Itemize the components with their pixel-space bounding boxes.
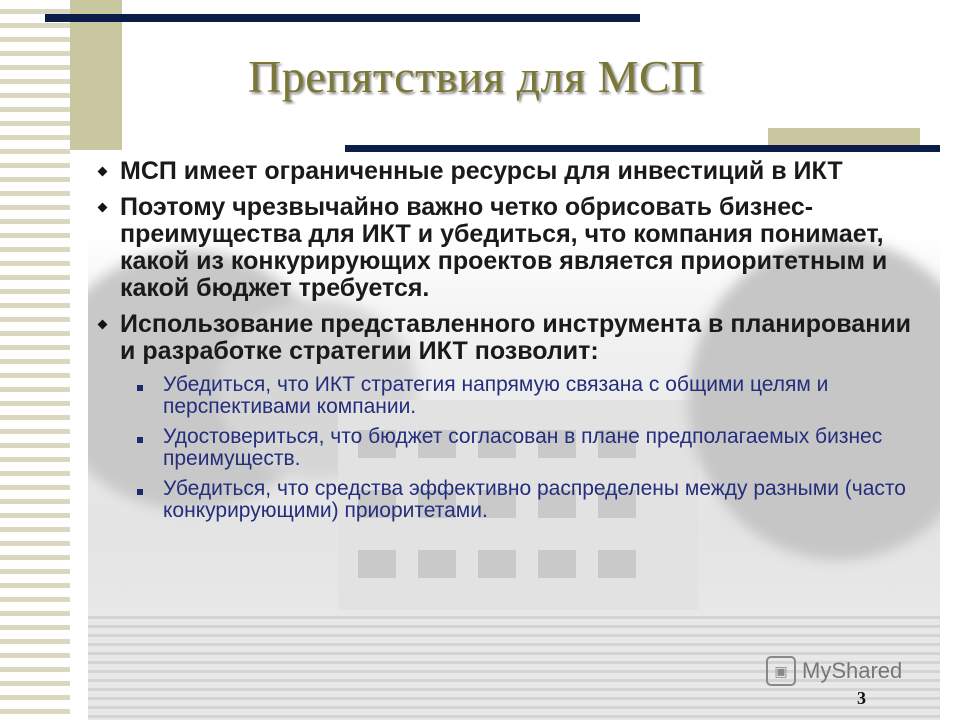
square-bullet-icon	[137, 437, 143, 443]
sub-bullet-text: Удостовериться, что бюджет согласован в плане предполагаемых бизнес преимуществ.	[163, 425, 883, 470]
page-number: 3	[857, 688, 866, 708]
watermark-logo	[766, 656, 902, 686]
slide-title: Препятствия для МСП	[248, 51, 704, 102]
striped-side-decoration	[0, 0, 70, 720]
bullet-text: Поэтому чрезвычайно важно четко обрисовать бизнес-преимущества для ИКТ и убедиться, что компания понимает, какой из конкурирующих проектов является приоритетным и какой бюджет требуется.	[120, 193, 888, 302]
diamond-bullet-icon	[98, 320, 108, 330]
bullet-text: Использование представленного инструмента в планировании и разработке стратегии ИКТ позволит:	[120, 310, 912, 365]
bullet-item	[95, 158, 925, 185]
title-underline-bar	[345, 145, 940, 152]
gold-accent-block	[70, 0, 122, 150]
presentation-icon: ▣	[766, 656, 796, 686]
diamond-bullet-icon	[98, 203, 108, 213]
square-bullet-icon	[137, 385, 143, 391]
sub-bullet-item	[137, 374, 925, 418]
bullet-text: МСП имеет ограниченные ресурсы для инвестиций в ИКТ	[120, 157, 843, 185]
sub-bullet-item	[137, 426, 925, 470]
top-accent-bar	[45, 14, 640, 22]
slide-content	[95, 158, 925, 530]
watermark-text: MyShared	[802, 658, 903, 683]
square-bullet-icon	[137, 489, 143, 495]
sub-bullet-item	[137, 478, 925, 522]
sub-bullet-text: Убедиться, что ИКТ стратегия напрямую связана с общими целям и перспективами компании.	[163, 373, 829, 418]
sub-bullet-text: Убедиться, что средства эффективно распределены между разными (часто конкурирующими) приоритетами.	[163, 477, 906, 522]
diamond-bullet-icon	[98, 167, 108, 177]
bullet-item	[95, 311, 925, 365]
bullet-item	[95, 194, 925, 302]
